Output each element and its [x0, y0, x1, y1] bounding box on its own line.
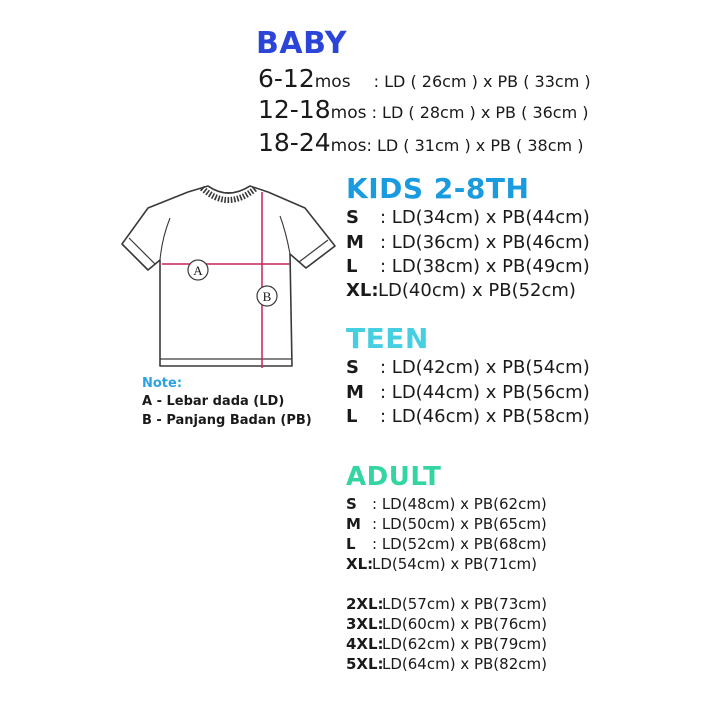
size-label: 5XL: — [346, 655, 384, 673]
size-label: L — [346, 256, 358, 277]
baby-row — [258, 64, 591, 93]
baby-unit: mos — [314, 72, 351, 92]
size-measure: : LD(46cm) x PB(58cm) — [380, 406, 590, 427]
baby-unit: mos — [330, 136, 367, 156]
size-label: M — [346, 232, 364, 253]
size-label: L — [346, 406, 358, 427]
adult-row — [346, 635, 547, 653]
kids-row — [346, 232, 590, 253]
size-measure: LD(64cm) x PB(82cm) — [382, 655, 547, 673]
adult-row — [346, 615, 547, 633]
adult-row — [346, 535, 547, 553]
kids-row — [346, 207, 590, 228]
size-label: S — [346, 207, 359, 228]
size-label: M — [346, 382, 364, 403]
note-line-a: A - Lebar dada (LD) — [142, 394, 285, 409]
size-label: 4XL: — [346, 635, 384, 653]
size-measure: : LD(42cm) x PB(54cm) — [380, 357, 590, 378]
teen-row — [346, 357, 590, 378]
tshirt-outline — [122, 186, 335, 366]
size-label: M — [346, 515, 361, 533]
tshirt-diagram — [110, 178, 340, 378]
adult-row — [346, 595, 547, 613]
size-label: 2XL: — [346, 595, 384, 613]
adult-row — [346, 555, 537, 573]
kids-heading: KIDS 2-8TH — [346, 172, 530, 205]
baby-age: 18-24 — [258, 128, 331, 157]
baby-measure: : LD ( 31cm ) x PB ( 38cm ) — [366, 136, 584, 155]
size-label: XL: — [346, 555, 374, 573]
size-measure: : LD(34cm) x PB(44cm) — [380, 207, 590, 228]
kids-row — [346, 280, 576, 301]
baby-measure: : LD ( 26cm ) x PB ( 33cm ) — [368, 72, 591, 91]
size-measure: LD(40cm) x PB(52cm) — [378, 280, 576, 301]
baby-row — [258, 128, 583, 157]
adult-row — [346, 655, 547, 673]
teen-row — [346, 406, 590, 427]
label-a: A — [193, 263, 203, 278]
size-measure: : LD(48cm) x PB(62cm) — [372, 495, 547, 513]
baby-age: 6-12 — [258, 64, 315, 93]
adult-row — [346, 515, 547, 533]
size-measure: LD(54cm) x PB(71cm) — [372, 555, 537, 573]
size-measure: LD(62cm) x PB(79cm) — [382, 635, 547, 653]
adult-heading: ADULT — [346, 462, 442, 492]
label-b: B — [262, 289, 272, 304]
baby-heading: BABY — [256, 26, 348, 61]
size-measure: : LD(38cm) x PB(49cm) — [380, 256, 590, 277]
size-measure: LD(60cm) x PB(76cm) — [382, 615, 547, 633]
baby-measure: : LD ( 28cm ) x PB ( 36cm ) — [366, 103, 589, 122]
size-label: S — [346, 495, 357, 513]
size-measure: : LD(36cm) x PB(46cm) — [380, 232, 590, 253]
size-label: XL: — [346, 280, 379, 301]
size-measure: : LD(50cm) x PB(65cm) — [372, 515, 547, 533]
baby-row — [258, 95, 589, 124]
teen-row — [346, 382, 590, 403]
teen-heading: TEEN — [346, 322, 429, 355]
size-label: S — [346, 357, 359, 378]
kids-row — [346, 256, 590, 277]
baby-age: 12-18 — [258, 95, 331, 124]
size-measure: LD(57cm) x PB(73cm) — [382, 595, 547, 613]
baby-unit: mos — [330, 103, 367, 123]
note-title: Note: — [142, 376, 183, 391]
size-measure: : LD(52cm) x PB(68cm) — [372, 535, 547, 553]
size-measure: : LD(44cm) x PB(56cm) — [380, 382, 590, 403]
size-label: L — [346, 535, 356, 553]
size-label: 3XL: — [346, 615, 384, 633]
note-line-b: B - Panjang Badan (PB) — [142, 413, 312, 428]
adult-row — [346, 495, 547, 513]
